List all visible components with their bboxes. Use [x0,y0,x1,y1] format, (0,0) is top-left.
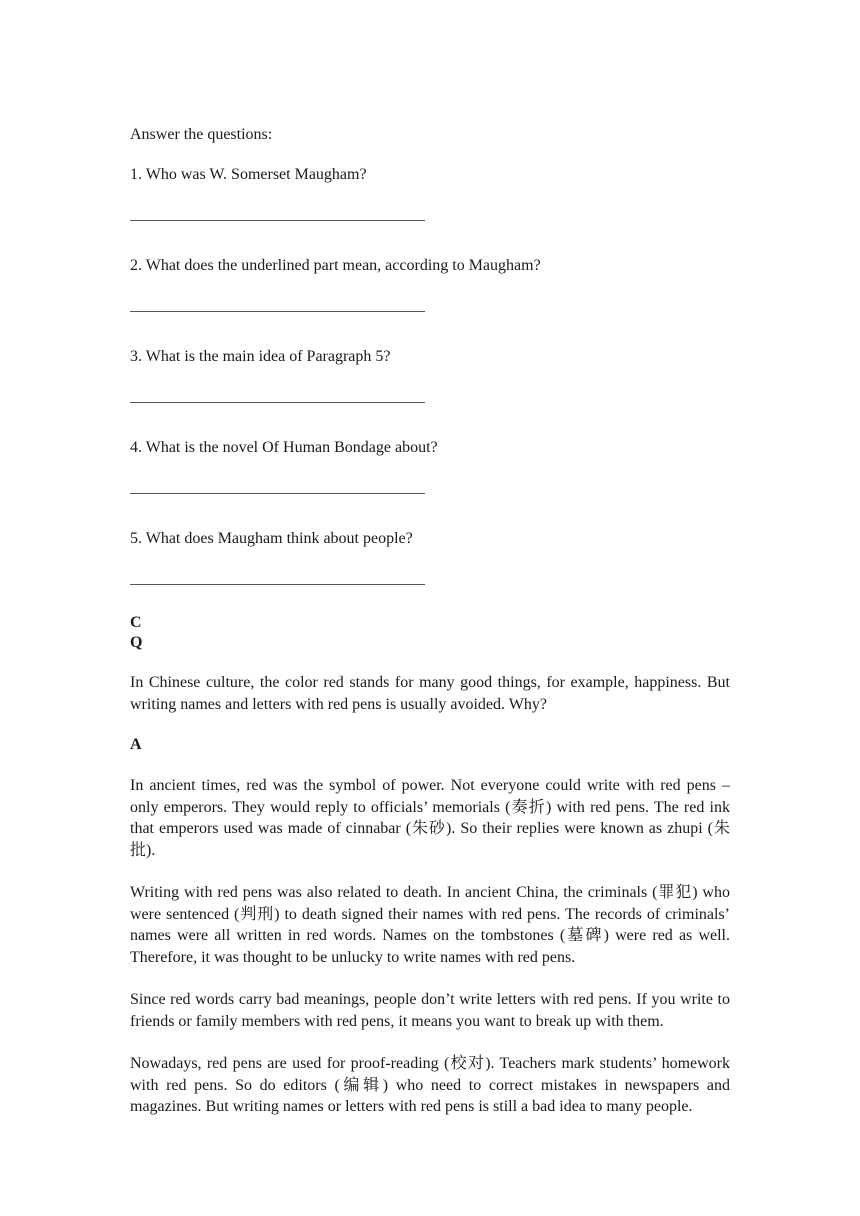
question-5: 5. What does Maugham think about people? [130,530,413,547]
answer-paragraph-1: In ancient times, red was the symbol of power. Not everyone could write with red pens – only emperors. They would reply to officials’ memorials (奏折) with red pens. The red ink that emperors used was made of cinnabar (朱砂). So their replies were known as zhupi (朱批). [130,777,730,859]
section-question-paragraph: In Chinese culture, the color red stands for many good things, for example, happiness. But writing names and letters with red pens is usually avoided. Why? [130,674,730,713]
document-page [130,124,730,1118]
question-1: 1. Who was W. Somerset Maugham? [130,166,367,183]
answer-paragraph-3: Since red words carry bad meanings, people don’t write letters with red pens. If you write to friends or family members with red pens, it means you want to break up with them. [130,991,730,1030]
answer-paragraph-2: Writing with red pens was also related to death. In ancient China, the criminals (罪犯) who were sentenced (判刑) to death signed their names with red pens. The records of criminals’ names were all written in red words. Names on the tombstones (墓碑) were red as well. Therefore, it was thought to be unlucky to write names with red pens. [130,884,730,966]
a-label: A [130,736,142,753]
answer-line-2[interactable] [130,311,425,312]
q-label: Q [130,634,143,651]
answer-paragraph-4: Nowadays, red pens are used for proof-reading (校对). Teachers mark students’ homework with red pens. So do editors (编辑) who need to correct mistakes in newspapers and magazines. But writing names or letters with red pens is still a bad idea to many people. [130,1055,730,1115]
question-2: 2. What does the underlined part mean, according to Maugham? [130,257,541,274]
question-3: 3. What is the main idea of Paragraph 5? [130,348,391,365]
answer-line-4[interactable] [130,493,425,494]
answer-line-5[interactable] [130,584,425,585]
answer-line-3[interactable] [130,402,425,403]
instructions: Answer the questions: [130,126,273,143]
answer-line-1[interactable] [130,220,425,221]
section-label: C [130,614,142,631]
question-4: 4. What is the novel Of Human Bondage about? [130,439,438,456]
